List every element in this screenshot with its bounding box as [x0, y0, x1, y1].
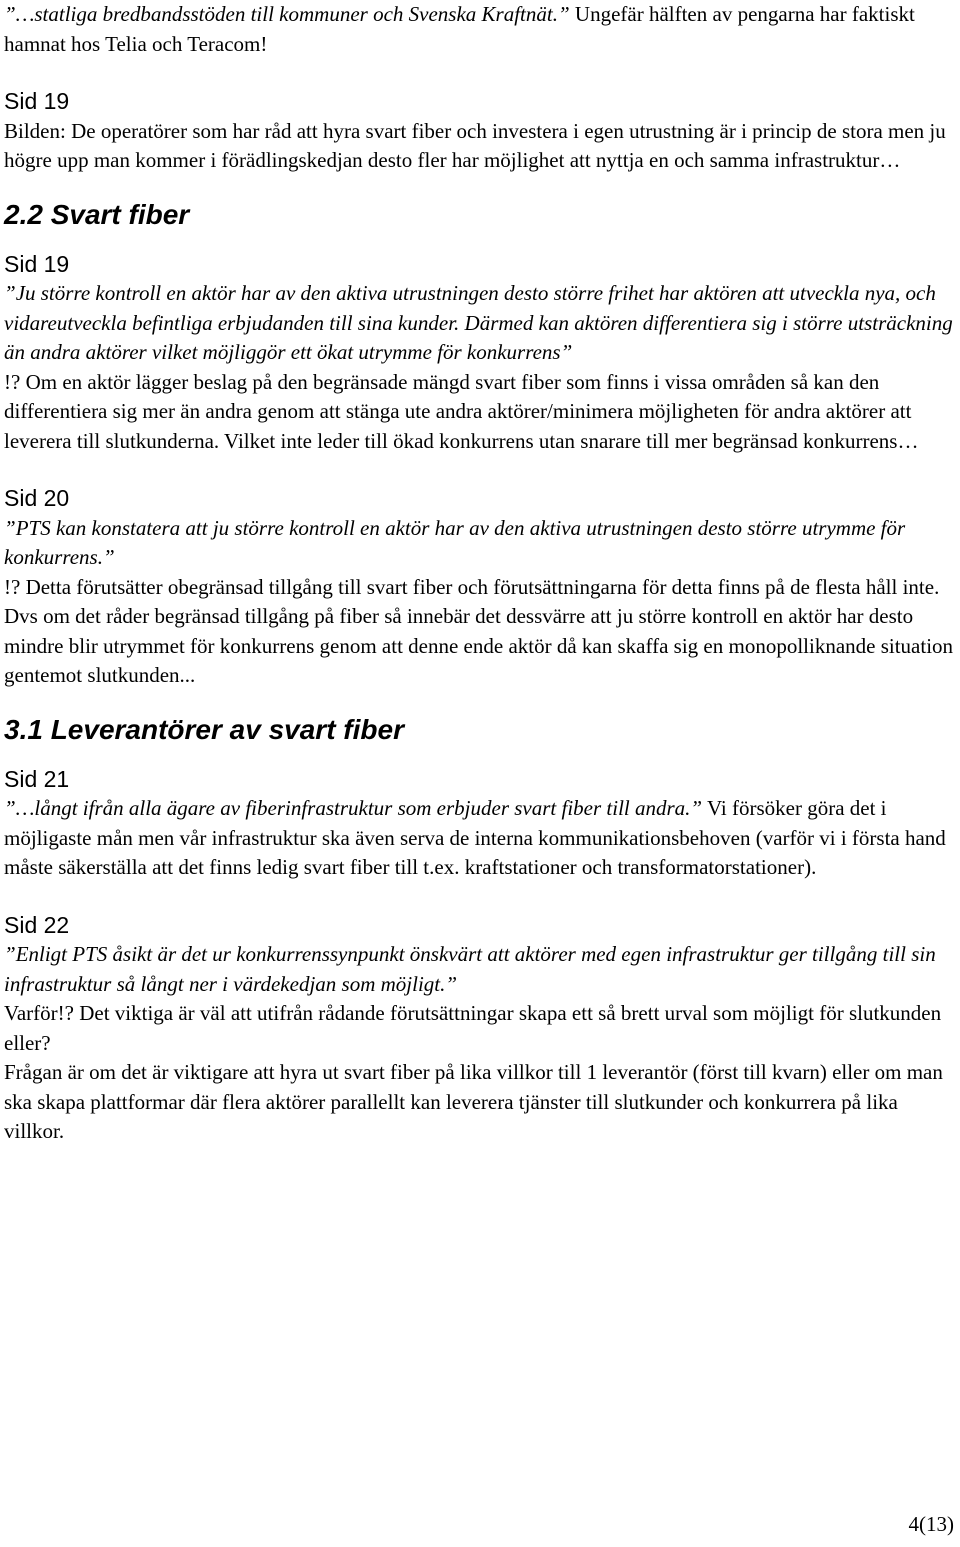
quote-b: Därmed kan aktören differentiera sig i större utsträckning än andra aktörer vilket möjliggör ett ökat utrymme för konkurrens” [4, 310, 953, 364]
intro-text: Ungefär hälften av pengarna har faktiskt hamnat hos Telia och Teracom! [4, 2, 915, 56]
bilden-paragraph: Bilden: De operatörer som har råd att hyra svart fiber och investera i egen utrustning är i princip de stora men ju högre upp man kommer i förädlingskedjan desto fler har möjlighet att nyttja en och samma infrastruktur… [4, 118, 946, 172]
pts-quote: ”PTS kan konstatera att ju större kontroll en aktör har av den aktiva utrustningen desto större utrymme för konkurrens.” [4, 515, 906, 569]
intro-paragraph: ”…statliga bredbandsstöden till kommuner och Svenska Kraftnät.” Ungefär hälften av pengarna har faktiskt hamnat hos Telia och Teracom! [4, 2, 915, 56]
varfor-paragraph: Varför!? Det viktiga är väl att utifrån rådande förutsättningar skapa ett så brett urval som möjligt för slutkunden eller? [4, 1001, 942, 1055]
fragan-paragraph: Frågan är om det är viktigare att hyra ut svart fiber på lika villkor till 1 leverantör (först till kvarn) eller om man ska skapa plattformar där flera aktörer parallellt kan leverera tjänster till slutkunder och konkurrera på lika villkor. [4, 1060, 943, 1143]
document-page [4, 0, 954, 1147]
leverantorer-paragraph: ”…långt ifrån alla ägare av fiberinfrastruktur som erbjuder svart fiber till andra.” Vi försöker göra det i möjligaste mån men vår infrastruktur ska även serva de interna kommunikationsbehoven (varför vi i första hand måste säkerställa att det finns ledig svart fiber till t.ex. kraftstationer och transformatorstationer). [4, 796, 946, 879]
leverantorer-quote: …långt ifrån alla ägare av fiberinfrastruktur som erbjuder svart fiber till andra. [15, 796, 691, 820]
svart-fiber-quote: ”Ju större kontroll en aktör har av den aktiva utrustningen desto större frihet har aktören att utveckla nya, och vidareutveckla befintliga erbjudanden till sina kunder. Därmed kan aktören differentiera sig i större utsträckning än andra aktörer vilket möjliggör ett ökat utrymme för konkurrens” [4, 281, 953, 364]
intro-quote: …statliga bredbandsstöden till kommuner och Svenska Kraftnät. [15, 2, 558, 26]
leverantorer-text: Vi försöker göra det i möjligaste mån men vår infrastruktur ska även serva de interna kommunikationsbehoven (varför vi i första hand måste säkerställa att det finns ledig svart fiber till t.ex. kraftstationer och transformatorstationer). [4, 796, 946, 879]
quote-a: Ju större kontroll en aktör har av den aktiva utrustningen desto större frihet har aktören att utveckla nya, och vidareutveckla befintliga erbjudanden till sina kunder. [4, 281, 936, 335]
page-ref-19a: Sid 19 [4, 88, 70, 114]
page-ref-22: Sid 22 [4, 911, 70, 938]
page-ref-19b: Sid 19 [4, 250, 70, 277]
page-number: 4(13) [908, 1512, 954, 1536]
page-ref-21: Sid 21 [4, 765, 70, 792]
pts-asikt-quote: ”Enligt PTS åsikt är det ur konkurrenssynpunkt önskvärt att aktörer med egen infrastruktur ger tillgång till sin infrastruktur så långt ner i värdekedjan som möjligt.” [4, 942, 936, 996]
page-ref-20: Sid 20 [4, 485, 70, 511]
pts-comment: !? Detta förutsätter obegränsad tillgång till svart fiber och förutsättningarna för detta finns på de flesta håll inte. Dvs om det råder begränsad tillgång på fiber så innebär det dessvärre att ju större kontroll en aktör har desto mindre blir utrymmet för konkurrens genom att denne ende aktör då kan skaffa sig en monopolliknande situation gentemot slutkunden... [4, 574, 954, 687]
svart-fiber-comment: !? Om en aktör lägger beslag på den begränsade mängd svart fiber som finns i vissa områden så kan den differentiera sig mer än andra genom att stänga ute andra aktörer/minimera möjligheten för andra aktörer att leverera till slutkunderna. Vilket inte leder till ökad konkurrens utan snarare till mer begränsad konkurrens… [4, 369, 919, 453]
heading-3-1: 3.1 Leverantörer av svart fiber [4, 713, 404, 745]
heading-2-2: 2.2 Svart fiber [4, 198, 190, 230]
